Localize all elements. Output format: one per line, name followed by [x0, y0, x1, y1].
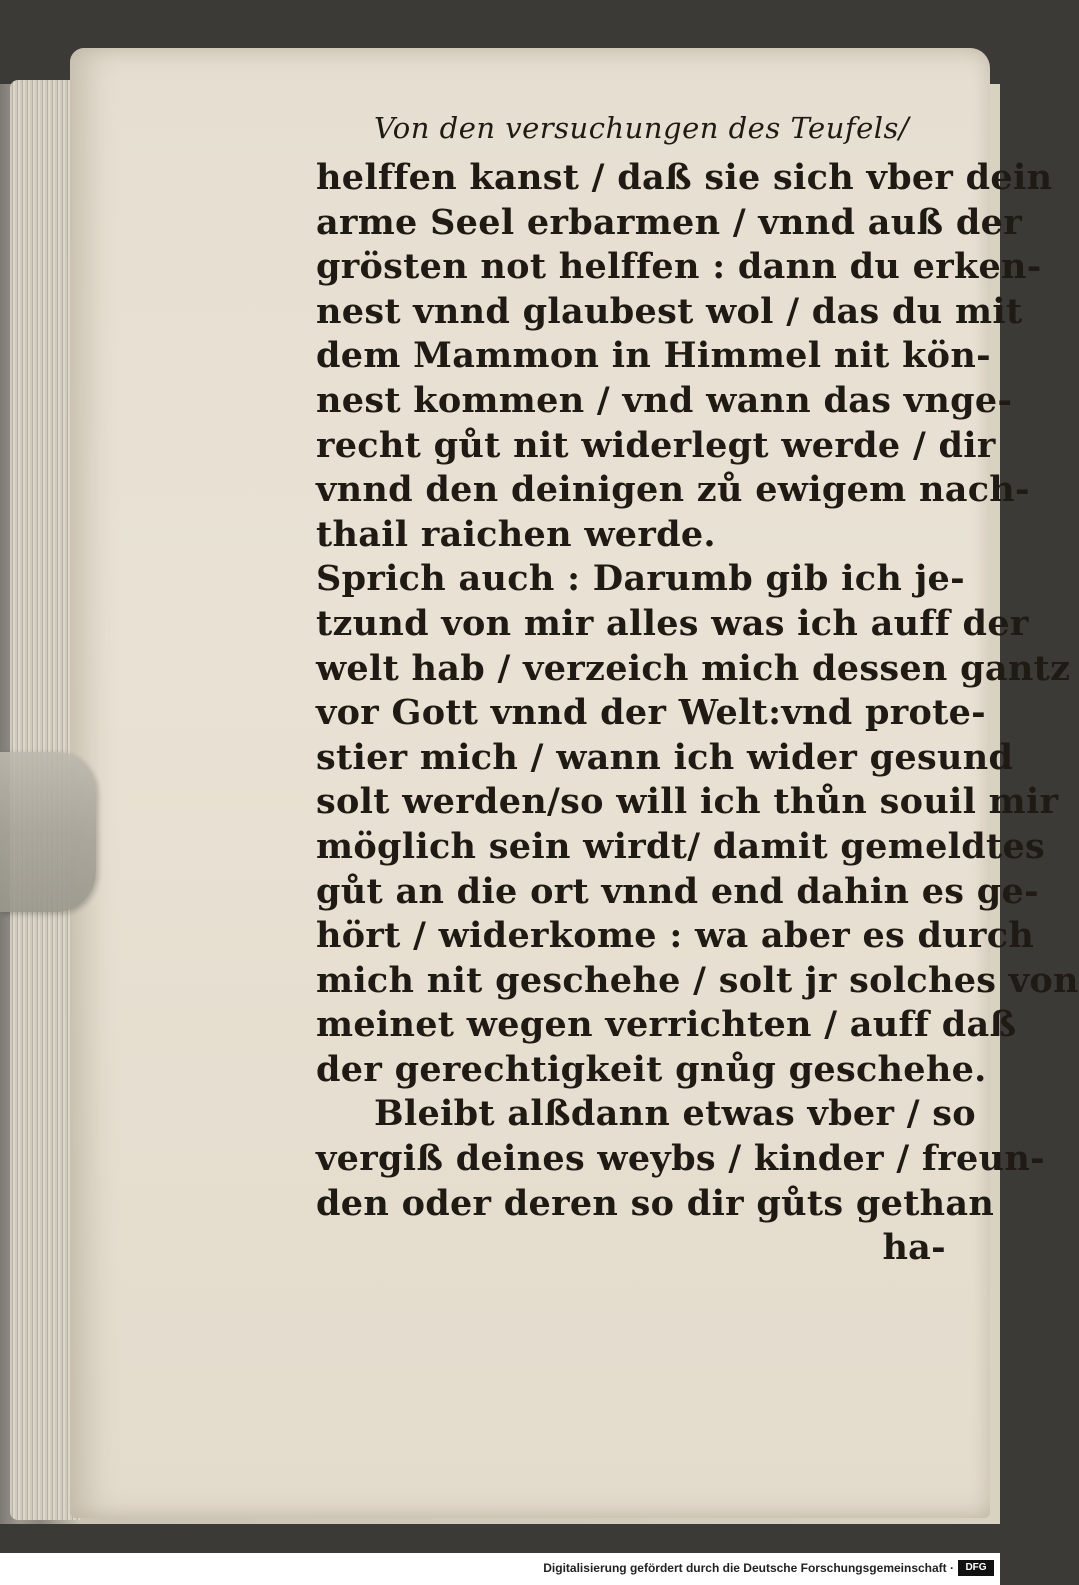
- page-text: [316, 100, 1079, 1271]
- text-line: vnnd den deinigen zů ewigem nach-: [316, 469, 1030, 511]
- text-line: tzund von mir alles was ich auff der: [316, 602, 1029, 644]
- text-line: Sprich auch : Darumb gib ich je-: [316, 558, 965, 600]
- catchword: ha-: [882, 1227, 946, 1269]
- bookmark-strip: [0, 752, 96, 912]
- text-line: recht gůt nit widerlegt werde / dir: [316, 424, 996, 466]
- text-line: helffen kanst / daß sie sich vber dein: [316, 157, 1053, 198]
- text-line: vergiß deines weybs / kinder / freun-: [316, 1138, 1045, 1180]
- text-line: meinet wegen verrichten / auff daß: [316, 1004, 1017, 1046]
- text-line: der gerechtigkeit gnůg geschehe.: [316, 1048, 987, 1090]
- text-line: vor Gott vnnd der Welt:vnd prote-: [316, 692, 986, 734]
- footer-bar: [0, 1553, 1000, 1585]
- text-line: grösten not helffen : dann du erken-: [316, 246, 1042, 288]
- text-line: gůt an die ort vnnd end dahin es ge-: [316, 870, 1039, 912]
- funding-credit: Digitalisierung gefördert durch die Deutsche Forschungsgemeinschaft ·: [543, 1561, 954, 1575]
- text-line: arme Seel erbarmen / vnnd auß der: [316, 201, 1022, 243]
- text-line: Bleibt alßdann etwas vber / so: [374, 1093, 976, 1135]
- text-line: den oder deren so dir gůts gethan: [316, 1182, 995, 1224]
- text-line: thail raichen werde.: [316, 513, 716, 555]
- text-line: dem Mammon in Himmel nit kön-: [316, 335, 991, 377]
- running-header: Von den versuchungen des Teufels/: [374, 111, 910, 145]
- text-line: nest vnnd glaubest wol / das du mit: [316, 290, 1023, 332]
- text-line: hört / widerkome : wa aber es durch: [316, 915, 1035, 957]
- text-line: mich nit geschehe / solt jr solches von: [316, 959, 1079, 1001]
- text-line: solt werden/so will ich thůn souil mir: [316, 781, 1059, 823]
- text-line: nest kommen / vnd wann das vnge-: [316, 379, 1013, 421]
- text-line: stier mich / wann ich wider gesund: [316, 736, 1014, 778]
- text-line: welt hab / verzeich mich dessen gantz: [316, 647, 1071, 689]
- dfg-logo: DFG: [958, 1560, 994, 1576]
- text-line: möglich sein wirdt/ damit gemeldtes: [316, 825, 1046, 867]
